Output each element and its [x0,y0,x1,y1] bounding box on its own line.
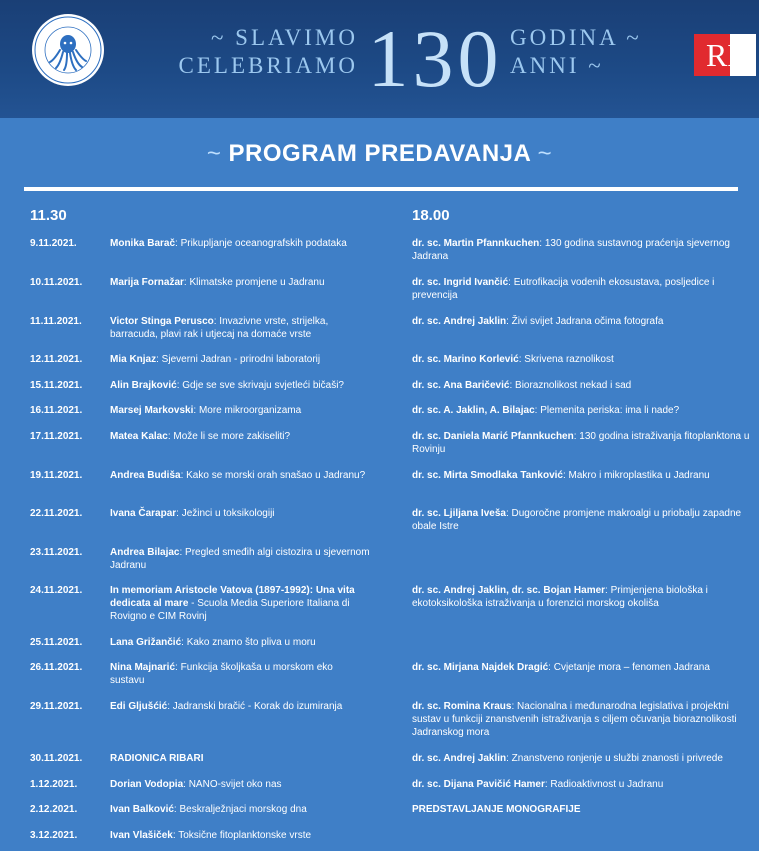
time-heading-1130: 11.30 [30,207,67,224]
lecture-speaker: Marija Fornažar [110,277,184,288]
lecture-topic: : Kako se morski orah snašao u Jadranu? [180,470,366,481]
lecture-speaker: dr. sc. Andrej Jaklin [412,753,507,764]
lecture-speaker: dr. sc. Martin Pfannkuchen [412,238,540,249]
lecture-speaker: dr. sc. Mirta Smodlaka Tanković [412,470,563,481]
lecture-topic: : Primjenjena biološka i ekotoksikološka istraživanja u forenzici morskog okoliša [412,585,708,609]
lecture-1130 [110,661,370,687]
lecture-topic: : Funkcija školjkaša u morskom eko sustavu [110,662,333,686]
lecture-1130 [110,829,370,842]
lecture-speaker: dr. sc. Romina Kraus [412,701,512,712]
lecture-1130 [110,353,370,366]
lecture-speaker: Monika Barač [110,238,176,249]
lecture-speaker: Ivan Balković [110,804,174,815]
lecture-speaker: Ivan Vlašiček [110,830,173,841]
time-heading-1800: 18.00 [412,207,450,224]
title-tilde-left: ~ [206,140,222,167]
lecture-speaker: dr. sc. Ana Baričević [412,380,510,391]
lecture-speaker: Andrea Bilajac [110,547,180,558]
header-banner [0,0,759,118]
lecture-topic: : Može li se more zakiseliti? [167,431,291,442]
lecture-1130 [110,803,370,816]
lecture-date: 16.11.2021. [30,405,83,416]
lecture-topic: : Sjeverni Jadran - prirodni laboratorij [156,354,321,365]
banner-celebriamo: CELEBRIAMO [178,53,358,78]
lecture-1800 [412,584,757,610]
lecture-1130 [110,778,370,791]
lecture-date: 11.11.2021. [30,316,82,327]
lecture-topic: : Invazivne vrste, strijelka, barracuda, plavi rak i utjecaj na domaće vrste [110,316,329,340]
lecture-topic: : Pregled smeđih algi cistozira u sjevernom Jadranu [110,547,370,571]
lecture-speaker: Andrea Budiša [110,470,181,481]
lecture-date: 12.11.2021. [30,354,83,365]
lecture-topic: : 130 godina sustavnog praćenja sjevernog Jadrana [412,238,730,262]
lecture-1130 [110,237,370,250]
lecture-topic: : 130 godina istraživanja fitoplanktona u Rovinju [412,431,750,455]
lecture-topic: : Toksične fitoplanktonske vrste [172,830,312,841]
lecture-1130 [110,752,370,765]
lecture-1800 [412,430,757,456]
lecture-speaker: Mia Knjaz [110,354,157,365]
lecture-topic: : Makro i mikroplastika u Jadranu [562,470,710,481]
title-divider [24,187,738,191]
lecture-topic: : Eutrofikacija vodenih ekosustava, posljedice i prevencija [412,277,715,301]
lecture-topic: : Živi svijet Jadrana očima fotografa [506,316,664,327]
lecture-1800 [412,276,757,302]
lecture-date: 22.11.2021. [30,508,83,519]
lecture-speaker: dr. sc. Ingrid Ivančić [412,277,509,288]
lecture-topic: : Radioaktivnost u Jadranu [544,779,664,790]
lecture-date: 19.11.2021. [30,470,83,481]
lecture-speaker: dr. sc. Daniela Marić Pfannkuchen [412,431,574,442]
lecture-topic: : Beskralježnjaci morskog dna [173,804,307,815]
lecture-topic: : Prikupljanje oceanografskih podataka [175,238,347,249]
program-title-text: PROGRAM PREDAVANJA [228,140,531,167]
lecture-1130 [110,404,370,417]
lecture-topic: : Jadranski bračić - Korak do izumiranja [167,701,343,712]
lecture-topic: : Cvjetanje mora – fenomen Jadrana [548,662,710,673]
lecture-1800 [412,353,757,366]
banner-130: 130 [367,13,503,104]
banner-left-text [138,24,358,94]
lecture-speaker: Ivana Čarapar [110,508,177,519]
lecture-1130 [110,430,370,443]
lecture-speaker: Edi Gljušćić [110,701,168,712]
lecture-speaker: PREDSTAVLJANJE MONOGRAFIJE [412,804,581,815]
lecture-1800 [412,315,757,328]
institute-seal-logo [30,12,106,88]
lecture-topic: : Klimatske promjene u Jadranu [183,277,325,288]
lecture-topic: : Skrivena raznolikost [518,354,614,365]
lecture-1130 [110,700,370,713]
lecture-1800 [412,379,757,392]
lecture-speaker: dr. sc. Andrej Jaklin [412,316,507,327]
lecture-speaker: dr. sc. Mirjana Najdek Dragić [412,662,549,673]
lecture-1800 [412,661,757,674]
lecture-speaker: Victor Stinga Perusco [110,316,214,327]
lecture-speaker: Lana Grižančić [110,637,182,648]
lecture-1800 [412,507,757,533]
banner-slavimo: ~ SLAVIMO [210,25,358,50]
lecture-1800 [412,778,757,791]
lecture-1130 [110,507,370,520]
lecture-date: 10.11.2021. [30,277,83,288]
lecture-speaker: Alin Brajković [110,380,177,391]
lecture-1800 [412,752,757,765]
lecture-date: 2.12.2021. [30,804,78,815]
lecture-1130 [110,469,370,482]
lecture-date: 30.11.2021. [30,753,83,764]
lecture-topic: : Znanstveno ronjenje u službi znanosti i privrede [506,753,723,764]
lecture-date: 15.11.2021. [30,380,83,391]
lecture-1130 [110,546,370,572]
lecture-topic: - Scuola Media Superiore Italiana di Rovigno e CIM Rovinj [110,598,350,622]
lecture-date: 17.11.2021. [30,431,83,442]
lecture-topic: : Nacionalna i međunarodna legislativa i projektni sustav u funkciji znanstvenih istraživanja s ciljem očuvanja bioraznolikosti Jadranskog mora [412,701,737,738]
lecture-date: 1.12.2021. [30,779,78,790]
lecture-date: 25.11.2021. [30,637,83,648]
lecture-speaker: Dorian Vodopia [110,779,184,790]
lecture-1800 [412,700,757,739]
lecture-speaker: Matea Kalac [110,431,168,442]
lecture-topic: : Dugoročne promjene makroalgi u priobalju zapadne obale Istre [412,508,742,532]
lecture-date: 24.11.2021. [30,585,83,596]
lecture-1130 [110,584,370,623]
lecture-1130 [110,276,370,289]
lecture-topic: : More mikroorganizama [193,405,302,416]
lecture-topic: : Plemenita periska: ima li nade? [534,405,680,416]
lecture-1800 [412,469,757,482]
lecture-speaker: dr. sc. Dijana Pavičić Hamer [412,779,545,790]
lecture-1800 [412,803,757,816]
lecture-speaker: Nina Majnarić [110,662,176,673]
lecture-date: 9.11.2021. [30,238,77,249]
lecture-date: 26.11.2021. [30,662,83,673]
banner-right-text [510,24,710,94]
lecture-1800 [412,404,757,417]
lecture-1800 [412,237,757,263]
lecture-date: 29.11.2021. [30,701,83,712]
banner-anni: ANNI ~ [510,53,604,78]
lecture-speaker: In memoriam Aristocle Vatova (1897-1992): Una vita dedicata al mare [110,585,355,609]
program-title [0,140,759,168]
lecture-topic: : Ježinci u toksikologiji [176,508,275,519]
banner-godina: GODINA ~ [510,25,642,50]
lecture-speaker: dr. sc. Marino Korlević [412,354,519,365]
rb-logo [694,34,756,76]
lecture-speaker: RADIONICA RIBARI [110,753,204,764]
rb-logo-text: RB [706,37,749,73]
lecture-1130 [110,315,370,341]
lecture-speaker: dr. sc. Ljiljana Iveša [412,508,506,519]
title-tilde-right: ~ [537,140,553,167]
lecture-1130 [110,379,370,392]
lecture-date: 23.11.2021. [30,547,83,558]
lecture-date: 3.12.2021. [30,830,78,841]
lecture-1130 [110,636,370,649]
lecture-speaker: dr. sc. A. Jaklin, A. Bilajac [412,405,535,416]
lecture-topic: : Gdje se sve skrivaju svjetleći bičaši? [176,380,344,391]
lecture-topic: : Kako znamo što pliva u moru [181,637,316,648]
lecture-topic: : NANO-svijet oko nas [183,779,282,790]
lecture-speaker: Marsej Markovski [110,405,194,416]
lecture-speaker: dr. sc. Andrej Jaklin, dr. sc. Bojan Hamer [412,585,606,596]
lecture-topic: : Bioraznolikost nekad i sad [509,380,632,391]
